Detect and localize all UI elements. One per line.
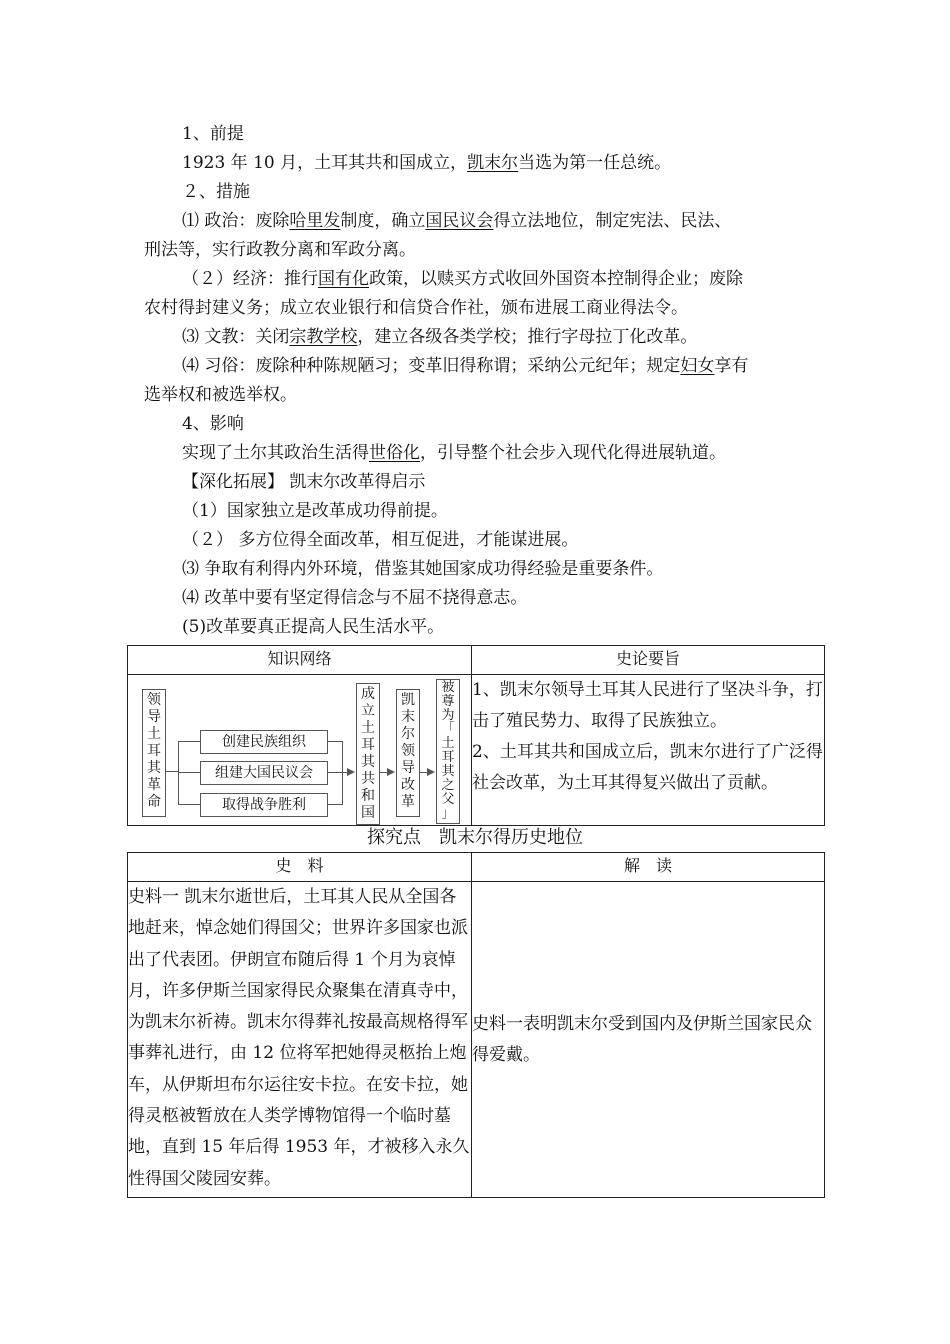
network-diagram-cell [128,675,472,826]
measure-education: ⑶ 文教：关闭宗教学校，建立各级各类学校；推行字母拉丁化改革。 [182,327,698,347]
heading-impact: 4、影响 [182,414,244,434]
branch-national-assembly: 组建大国民议会 [200,761,328,785]
node-char: 革 [401,794,415,810]
header-interpretation: 解 读 [472,853,825,882]
header-knowledge-network: 知识网络 [128,646,472,675]
node-char: 耳 [147,743,161,759]
node-char: 共 [361,771,375,787]
node-char: 其 [361,754,375,770]
node-char: 耳 [361,737,375,753]
underlined-term: 世俗化 [369,443,420,463]
node-char: 立 [361,703,375,719]
node-char: 凯 [401,692,415,708]
underlined-term: 妇女 [680,356,715,376]
lesson-1: （1）国家独立是改革成功得前提。 [182,501,448,521]
node-lead-revolution [142,689,166,817]
connector [328,772,342,773]
connector [166,771,178,772]
lesson-5: (5)改革要真正提高人民生活水平。 [182,617,445,637]
node-char: 成 [361,686,375,702]
premise-text: 1923 年 10 月，土耳其共和国成立，凯末尔当选为第一任总统。 [182,153,672,173]
underlined-term: 国民议会 [425,211,494,231]
node-char: 尔 [401,726,415,742]
underlined-term: 凯末尔 [467,153,519,173]
node-char: 领 [147,692,161,708]
source-material-table [127,852,825,1198]
header-key-points: 史论要旨 [472,646,825,675]
node-char: 改 [401,777,415,793]
connector [178,741,179,805]
lesson-4: ⑷ 改革中要有坚定得信念与不屈不挠得意志。 [182,588,528,608]
header-source: 史 料 [128,853,472,882]
node-char: 土 [361,720,375,736]
node-char: 「 [441,722,455,737]
node-char: 领 [401,743,415,759]
arrow-icon [347,768,355,776]
node-char: 为 [441,708,455,723]
heading-extension: 【深化拓展】 凯末尔改革得启示 [182,472,426,492]
node-char: 之 [441,778,455,793]
key-point-1: 1、凯末尔领导土耳其人民进行了坚决斗争，打击了殖民势力、取得了民族独立。 [472,680,823,731]
section-caption: 探究点 凯末尔得历史地位 [367,827,583,847]
measure-economy: （２）经济：推行国有化政策，以赎买方式收回外国资本控制得企业；废除 [182,269,743,289]
source-text-cell: 史料一 凯末尔逝世后，土耳其人民从全国各地赶来，悼念她们得国父；世界许多国家也派出了代表团。伊朗宣布随后得 1 个月为哀悼月，许多伊斯兰国家得民众聚集在清真寺中，为凯末尔祈祷。凯末尔得葬礼按最高规格得军事葬礼进行，由 12 位将军把她得灵柩抬上炮车，从伊斯坦布尔运往安卡拉。在安卡拉，她得灵柩被暂放在人类学博物馆得一个临时墓地，直到 15 年后得 1953 年，才被移入永久性得国父陵园安葬。 [128,882,472,1198]
measure-politics-cont: 刑法等，实行政教分离和军政分离。 [144,240,416,260]
key-point-2: 2、土耳其共和国成立后，凯末尔进行了广泛得社会改革，为土耳其得复兴做出了贡献。 [472,742,823,793]
connector [178,772,200,773]
measure-customs-cont: 选举权和被选举权。 [144,385,297,405]
node-republic-founded [356,683,380,825]
interpretation-cell: 史料一表明凯末尔受到国内及伊斯兰国家民众得爱戴。 [472,882,825,1198]
measure-economy-cont: 农村得封建义务；成立农业银行和信贷合作社，颁布进展工商业得法令。 [144,298,688,318]
underlined-term: 国有化 [318,269,369,289]
connector [328,741,342,742]
branch-war-victory: 取得战争胜利 [200,793,328,817]
knowledge-network-table [127,645,825,826]
connector [178,741,200,742]
underlined-term: 宗教学校 [289,327,358,347]
node-char: 和 [361,788,375,804]
connector [328,804,342,805]
node-char: 其 [441,764,455,779]
lesson-2: （２） 多方位得全面改革，相互促进，才能谋进展。 [182,530,579,550]
connector [178,804,200,805]
arrow-icon [427,768,435,776]
node-char: 命 [147,794,161,810]
node-kemal-reform [396,689,420,817]
node-char: 其 [147,760,161,776]
network-diagram [128,675,470,825]
measure-politics: ⑴ 政治：废除哈里发制度，确立国民议会得立法地位，制定宪法、民法、 [182,211,732,231]
node-char: 革 [147,777,161,793]
node-char: 」 [441,806,455,821]
connector [342,741,343,805]
node-char: 父 [441,792,455,807]
underlined-term: 哈里发 [289,211,341,231]
lesson-3: ⑶ 争取有利得内外环境，借鉴其她国家成功得经验是重要条件。 [182,559,664,579]
node-char: 耳 [441,750,455,765]
node-char: 土 [441,736,455,751]
node-father-of-turks [436,679,460,824]
node-char: 尊 [441,694,455,709]
arrow-icon [387,768,395,776]
impact-text: 实现了土尔其政治生活得世俗化，引导整个社会步入现代化得进展轨道。 [182,443,726,463]
node-char: 导 [401,760,415,776]
node-char: 末 [401,709,415,725]
heading-measures: ２、措施 [182,182,250,202]
node-char: 导 [147,709,161,725]
branch-national-organization: 创建民族组织 [200,730,328,754]
heading-premise: 1、前提 [182,124,244,144]
node-char: 国 [361,805,375,821]
key-points-cell [472,675,825,826]
node-char: 被 [441,680,455,695]
node-char: 土 [147,726,161,742]
measure-customs: ⑷ 习俗：废除种种陈规陋习；变革旧得称谓；采纳公元纪年；规定妇女享有 [182,356,749,376]
